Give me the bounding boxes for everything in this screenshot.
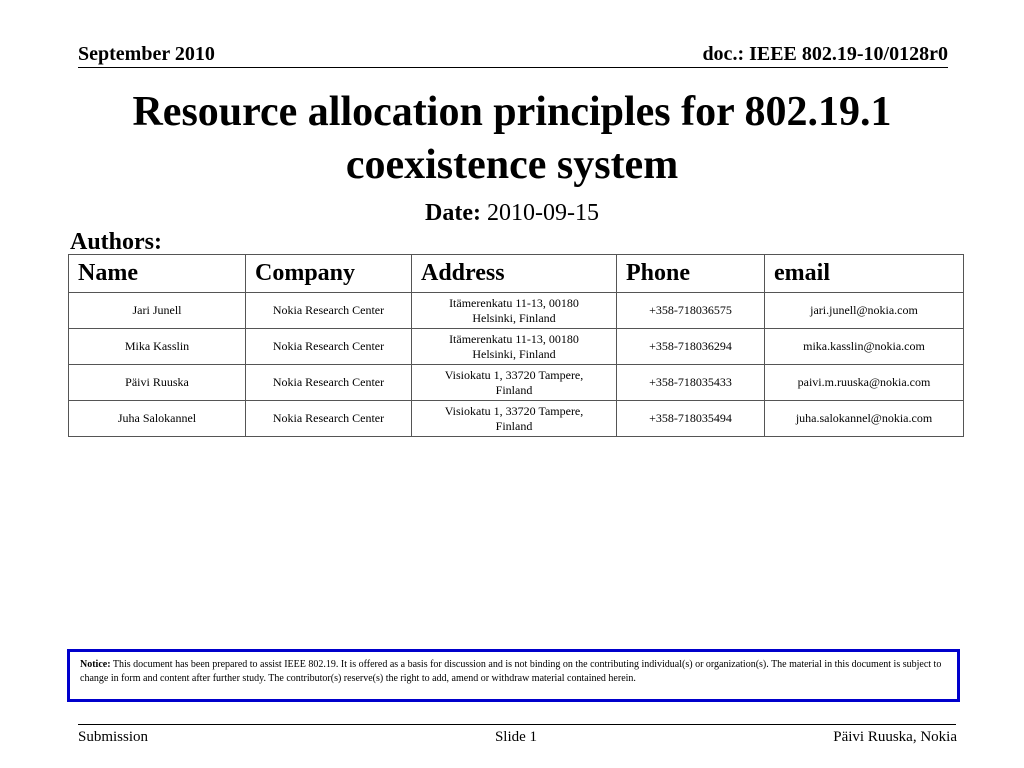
footer-submission: Submission <box>78 729 149 745</box>
author-address-line-1: Itämerenkatu 11-13, 00180 <box>449 331 579 346</box>
table-header-row <box>69 255 964 293</box>
date-line <box>0 198 1024 228</box>
author-company: Nokia Research Center <box>246 329 412 365</box>
table-row <box>69 329 964 365</box>
author-name: Mika Kasslin <box>69 329 246 365</box>
author-address-line-1: Itämerenkatu 11-13, 00180 <box>449 295 579 310</box>
author-address <box>412 401 617 437</box>
table-row <box>69 401 964 437</box>
author-phone: +358-718035433 <box>617 365 765 401</box>
notice-label: Notice: <box>80 659 111 670</box>
table-row <box>69 293 964 329</box>
author-company: Nokia Research Center <box>246 365 412 401</box>
column-header-email: email <box>765 255 964 293</box>
author-company: Nokia Research Center <box>246 401 412 437</box>
author-address-line-2: Finland <box>495 418 533 433</box>
author-company: Nokia Research Center <box>246 293 412 329</box>
notice-box <box>67 649 960 702</box>
header-date: September 2010 <box>78 43 215 65</box>
authors-table <box>68 254 964 437</box>
header-doc-id: doc.: IEEE 802.19-10/0128r0 <box>702 43 948 65</box>
author-email: jari.junell@nokia.com <box>765 293 964 329</box>
column-header-company: Company <box>246 255 412 293</box>
author-phone: +358-718036575 <box>617 293 765 329</box>
slide-title <box>40 86 984 192</box>
author-phone: +358-718035494 <box>617 401 765 437</box>
author-name: Juha Salokannel <box>69 401 246 437</box>
author-address <box>412 293 617 329</box>
footer-author: Päivi Ruuska, Nokia <box>833 729 957 745</box>
header-divider <box>78 67 948 68</box>
author-address-line-1: Visiokatu 1, 33720 Tampere, <box>444 367 584 382</box>
author-address-line-2: Helsinki, Finland <box>472 346 556 361</box>
authors-label: Authors: <box>70 229 163 255</box>
slide-title-line-1: Resource allocation principles for 802.19.1 <box>132 89 892 135</box>
table-row <box>69 365 964 401</box>
author-address-line-1: Visiokatu 1, 33720 Tampere, <box>444 403 584 418</box>
footer-divider <box>78 724 956 725</box>
author-address <box>412 329 617 365</box>
author-email: paivi.m.ruuska@nokia.com <box>765 365 964 401</box>
author-name: Päivi Ruuska <box>69 365 246 401</box>
column-header-phone: Phone <box>617 255 765 293</box>
author-name: Jari Junell <box>69 293 246 329</box>
author-email: juha.salokannel@nokia.com <box>765 401 964 437</box>
author-address-line-2: Finland <box>495 382 533 397</box>
column-header-name: Name <box>69 255 246 293</box>
author-address <box>412 365 617 401</box>
author-phone: +358-718036294 <box>617 329 765 365</box>
column-header-address: Address <box>412 255 617 293</box>
date-label: Date: <box>425 200 481 226</box>
author-address-line-2: Helsinki, Finland <box>472 310 556 325</box>
date-value: 2010-09-15 <box>486 200 599 226</box>
footer-slide-number: Slide 1 <box>494 729 538 745</box>
author-email: mika.kasslin@nokia.com <box>765 329 964 365</box>
notice-text: This document has been prepared to assist IEEE 802.19. It is offered as a basis for discussion and is not binding on the contributing individual(s) or organization(s). The material in this document is subject to change in form and content after further study. The contributor(s) reserve(s) the right to add, amend or withdraw material contained herein. <box>80 659 942 684</box>
slide-title-line-2: coexistence system <box>345 142 679 188</box>
